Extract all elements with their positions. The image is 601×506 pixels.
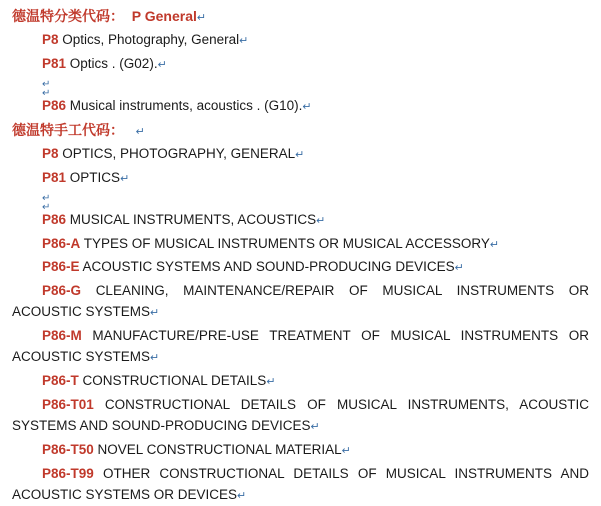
paragraph-mark-icon: ↵ xyxy=(157,58,167,71)
code-entry xyxy=(12,168,589,189)
code-entry xyxy=(12,234,589,255)
code-entry xyxy=(12,395,589,437)
paragraph-mark-icon: ↵ xyxy=(120,172,130,185)
code-label: P86-G xyxy=(42,283,82,299)
code-description: OPTICS, PHOTOGRAPHY, GENERAL xyxy=(62,145,296,161)
section-heading-label: 德温特分类代码： xyxy=(12,8,124,24)
section-heading-classification xyxy=(12,6,589,26)
code-description: CONSTRUCTIONAL DETAILS xyxy=(82,373,267,389)
paragraph-mark-icon: ↵ xyxy=(196,12,207,24)
code-label: P86-T50 xyxy=(42,441,94,457)
code-description: MANUFACTURE/PRE-USE TREATMENT OF MUSICAL INSTRUMENTS OR ACOUSTIC SYSTEMS xyxy=(12,328,589,365)
code-entry xyxy=(12,96,589,117)
code-label: P86 xyxy=(42,97,67,113)
empty-paragraph xyxy=(12,201,589,213)
code-entry xyxy=(12,257,589,278)
code-description: MUSICAL INSTRUMENTS, ACOUSTICS xyxy=(69,211,317,227)
code-label: P81 xyxy=(42,55,67,71)
code-entry xyxy=(12,54,589,75)
code-label: P86-T99 xyxy=(42,465,94,481)
code-label: P8 xyxy=(42,145,59,161)
code-description: NOVEL CONSTRUCTIONAL MATERIAL xyxy=(97,441,342,457)
paragraph-mark-icon: ↵ xyxy=(150,352,160,365)
code-description: CLEANING, MAINTENANCE/REPAIR OF MUSICAL INSTRUMENTS OR ACOUSTIC SYSTEMS xyxy=(12,283,589,320)
code-entry xyxy=(12,210,589,231)
paragraph-mark-icon: ↵ xyxy=(316,214,326,227)
code-label: P86-T01 xyxy=(42,396,94,412)
code-entry xyxy=(12,326,589,368)
code-description: OPTICS xyxy=(69,169,121,185)
code-entry xyxy=(12,144,589,165)
code-label: P86-T xyxy=(42,373,79,389)
code-entry xyxy=(12,30,589,51)
paragraph-mark-icon: ↵ xyxy=(310,420,320,433)
code-description: ACOUSTIC SYSTEMS AND SOUND-PRODUCING DEVICES xyxy=(82,259,455,275)
paragraph-mark-icon: ↵ xyxy=(135,125,145,138)
paragraph-mark-icon: ↵ xyxy=(239,35,249,47)
paragraph-mark-icon: ↵ xyxy=(150,307,160,320)
code-description: CONSTRUCTIONAL DETAILS OF MUSICAL INSTRUMENTS, ACOUSTIC SYSTEMS AND SOUND-PRODUCING DEVICES xyxy=(12,396,589,433)
code-label: P81 xyxy=(42,169,67,185)
code-entry xyxy=(12,371,589,392)
code-entry xyxy=(12,440,589,461)
empty-paragraph xyxy=(12,192,589,204)
paragraph-mark-icon: ↵ xyxy=(42,192,51,204)
paragraph-mark-icon: ↵ xyxy=(42,87,51,99)
code-label: P86-A xyxy=(42,235,81,251)
code-description: Optics . (G02). xyxy=(69,55,158,71)
code-label: P86-M xyxy=(42,328,82,344)
empty-paragraph xyxy=(12,87,589,99)
section-heading-value: P General xyxy=(131,8,197,24)
code-entry xyxy=(12,464,589,506)
paragraph-mark-icon: ↵ xyxy=(454,262,464,275)
empty-paragraph xyxy=(12,78,589,90)
code-label: P86 xyxy=(42,211,67,227)
code-description: Optics, Photography, General xyxy=(62,32,240,47)
paragraph-mark-icon: ↵ xyxy=(302,100,312,113)
code-entry xyxy=(12,281,589,323)
code-label: P8 xyxy=(42,32,59,47)
paragraph-mark-icon: ↵ xyxy=(341,444,351,457)
paragraph-mark-icon: ↵ xyxy=(237,489,247,502)
paragraph-mark-icon: ↵ xyxy=(42,201,51,213)
section-heading-manual-code xyxy=(12,120,589,140)
section-heading-label: 德温特手工代码： xyxy=(12,121,124,138)
code-description: TYPES OF MUSICAL INSTRUMENTS OR MUSICAL ACCESSORY xyxy=(83,235,490,251)
paragraph-mark-icon: ↵ xyxy=(295,148,305,161)
code-label: P86-E xyxy=(42,259,80,275)
code-description: OTHER CONSTRUCTIONAL DETAILS OF MUSICAL INSTRUMENTS AND ACOUSTIC SYSTEMS OR DEVICES xyxy=(12,465,589,502)
paragraph-mark-icon: ↵ xyxy=(489,238,500,251)
code-description: Musical instruments, acoustics . (G10). xyxy=(69,97,303,113)
paragraph-mark-icon: ↵ xyxy=(42,78,51,90)
paragraph-mark-icon: ↵ xyxy=(266,376,276,389)
